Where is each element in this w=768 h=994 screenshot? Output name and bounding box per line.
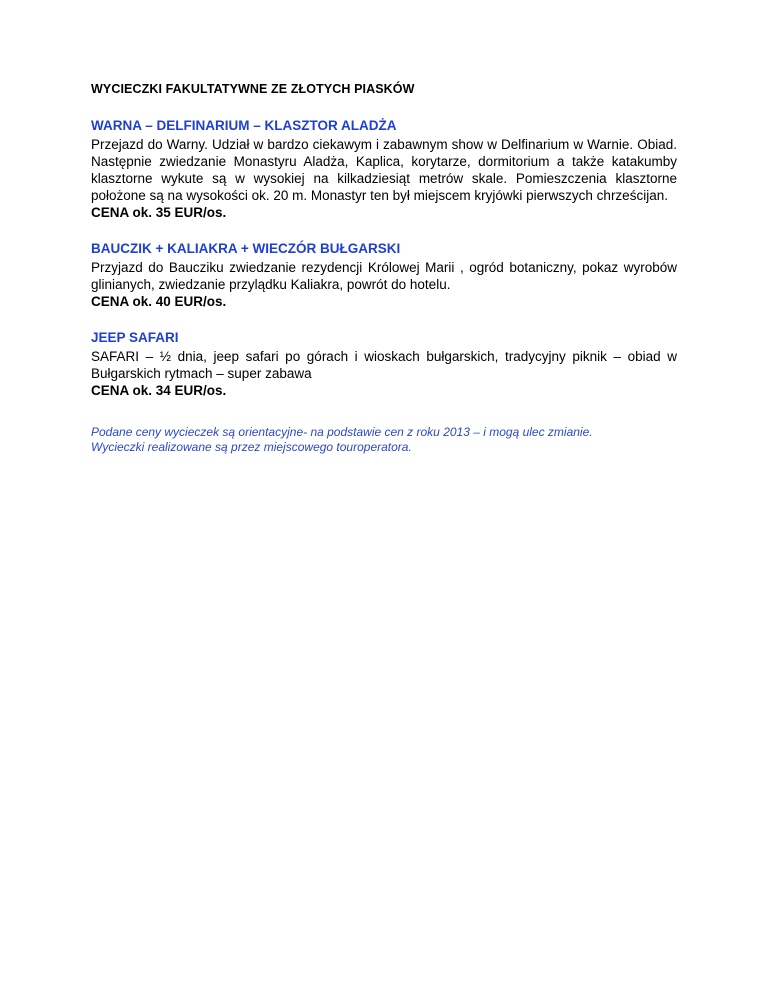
price-disclaimer-note <box>91 425 677 455</box>
note-line: Wycieczki realizowane są przez miejscowego touroperatora. <box>91 440 412 454</box>
section-description: Przyjazd do Baucziku zwiedzanie rezydencji Królowej Marii , ogród botaniczny, pokaz wyrobów glinianych, zwiedzanie przylądku Kaliakra, powrót do hotelu. <box>91 260 677 292</box>
document-title: WYCIECZKI FAKULTATYWNE ZE ZŁOTYCH PIASKÓW <box>91 82 415 96</box>
section-heading: JEEP SAFARI <box>91 330 179 345</box>
section-description: SAFARI – ½ dnia, jeep safari po górach i wioskach bułgarskich, tradycyjny piknik – obiad w Bułgarskich rytmach – super zabawa <box>91 349 677 381</box>
section-heading: BAUCZIK + KALIAKRA + WIECZÓR BUŁGARSKI <box>91 241 401 256</box>
excursion-section-warna <box>91 117 677 221</box>
excursion-section-jeep-safari <box>91 329 677 399</box>
section-price: CENA ok. 34 EUR/os. <box>91 383 227 398</box>
note-line: Podane ceny wycieczek są orientacyjne- na podstawie cen z roku 2013 – i mogą ulec zmianie. <box>91 425 593 439</box>
section-description: Przejazd do Warny. Udział w bardzo ciekawym i zabawnym show w Delfinarium w Warnie. Obiad. Następnie zwiedzanie Monastyru Aladża, Kaplica, korytarze, dormitorium a także katakumby klasztorne wykute są w wysokiej na kilkadziesiąt metrów skale. Pomieszczenia klasztorne położone są na wysokości ok. 20 m. Monastyr ten był miejscem kryjówki pierwszych chrześcijan. <box>91 137 677 203</box>
section-heading: WARNA – DELFINARIUM – KLASZTOR ALADŻA <box>91 118 397 133</box>
section-price: CENA ok. 35 EUR/os. <box>91 205 227 220</box>
document-page <box>91 82 677 455</box>
section-price: CENA ok. 40 EUR/os. <box>91 294 227 309</box>
excursion-section-bauczik <box>91 240 677 310</box>
